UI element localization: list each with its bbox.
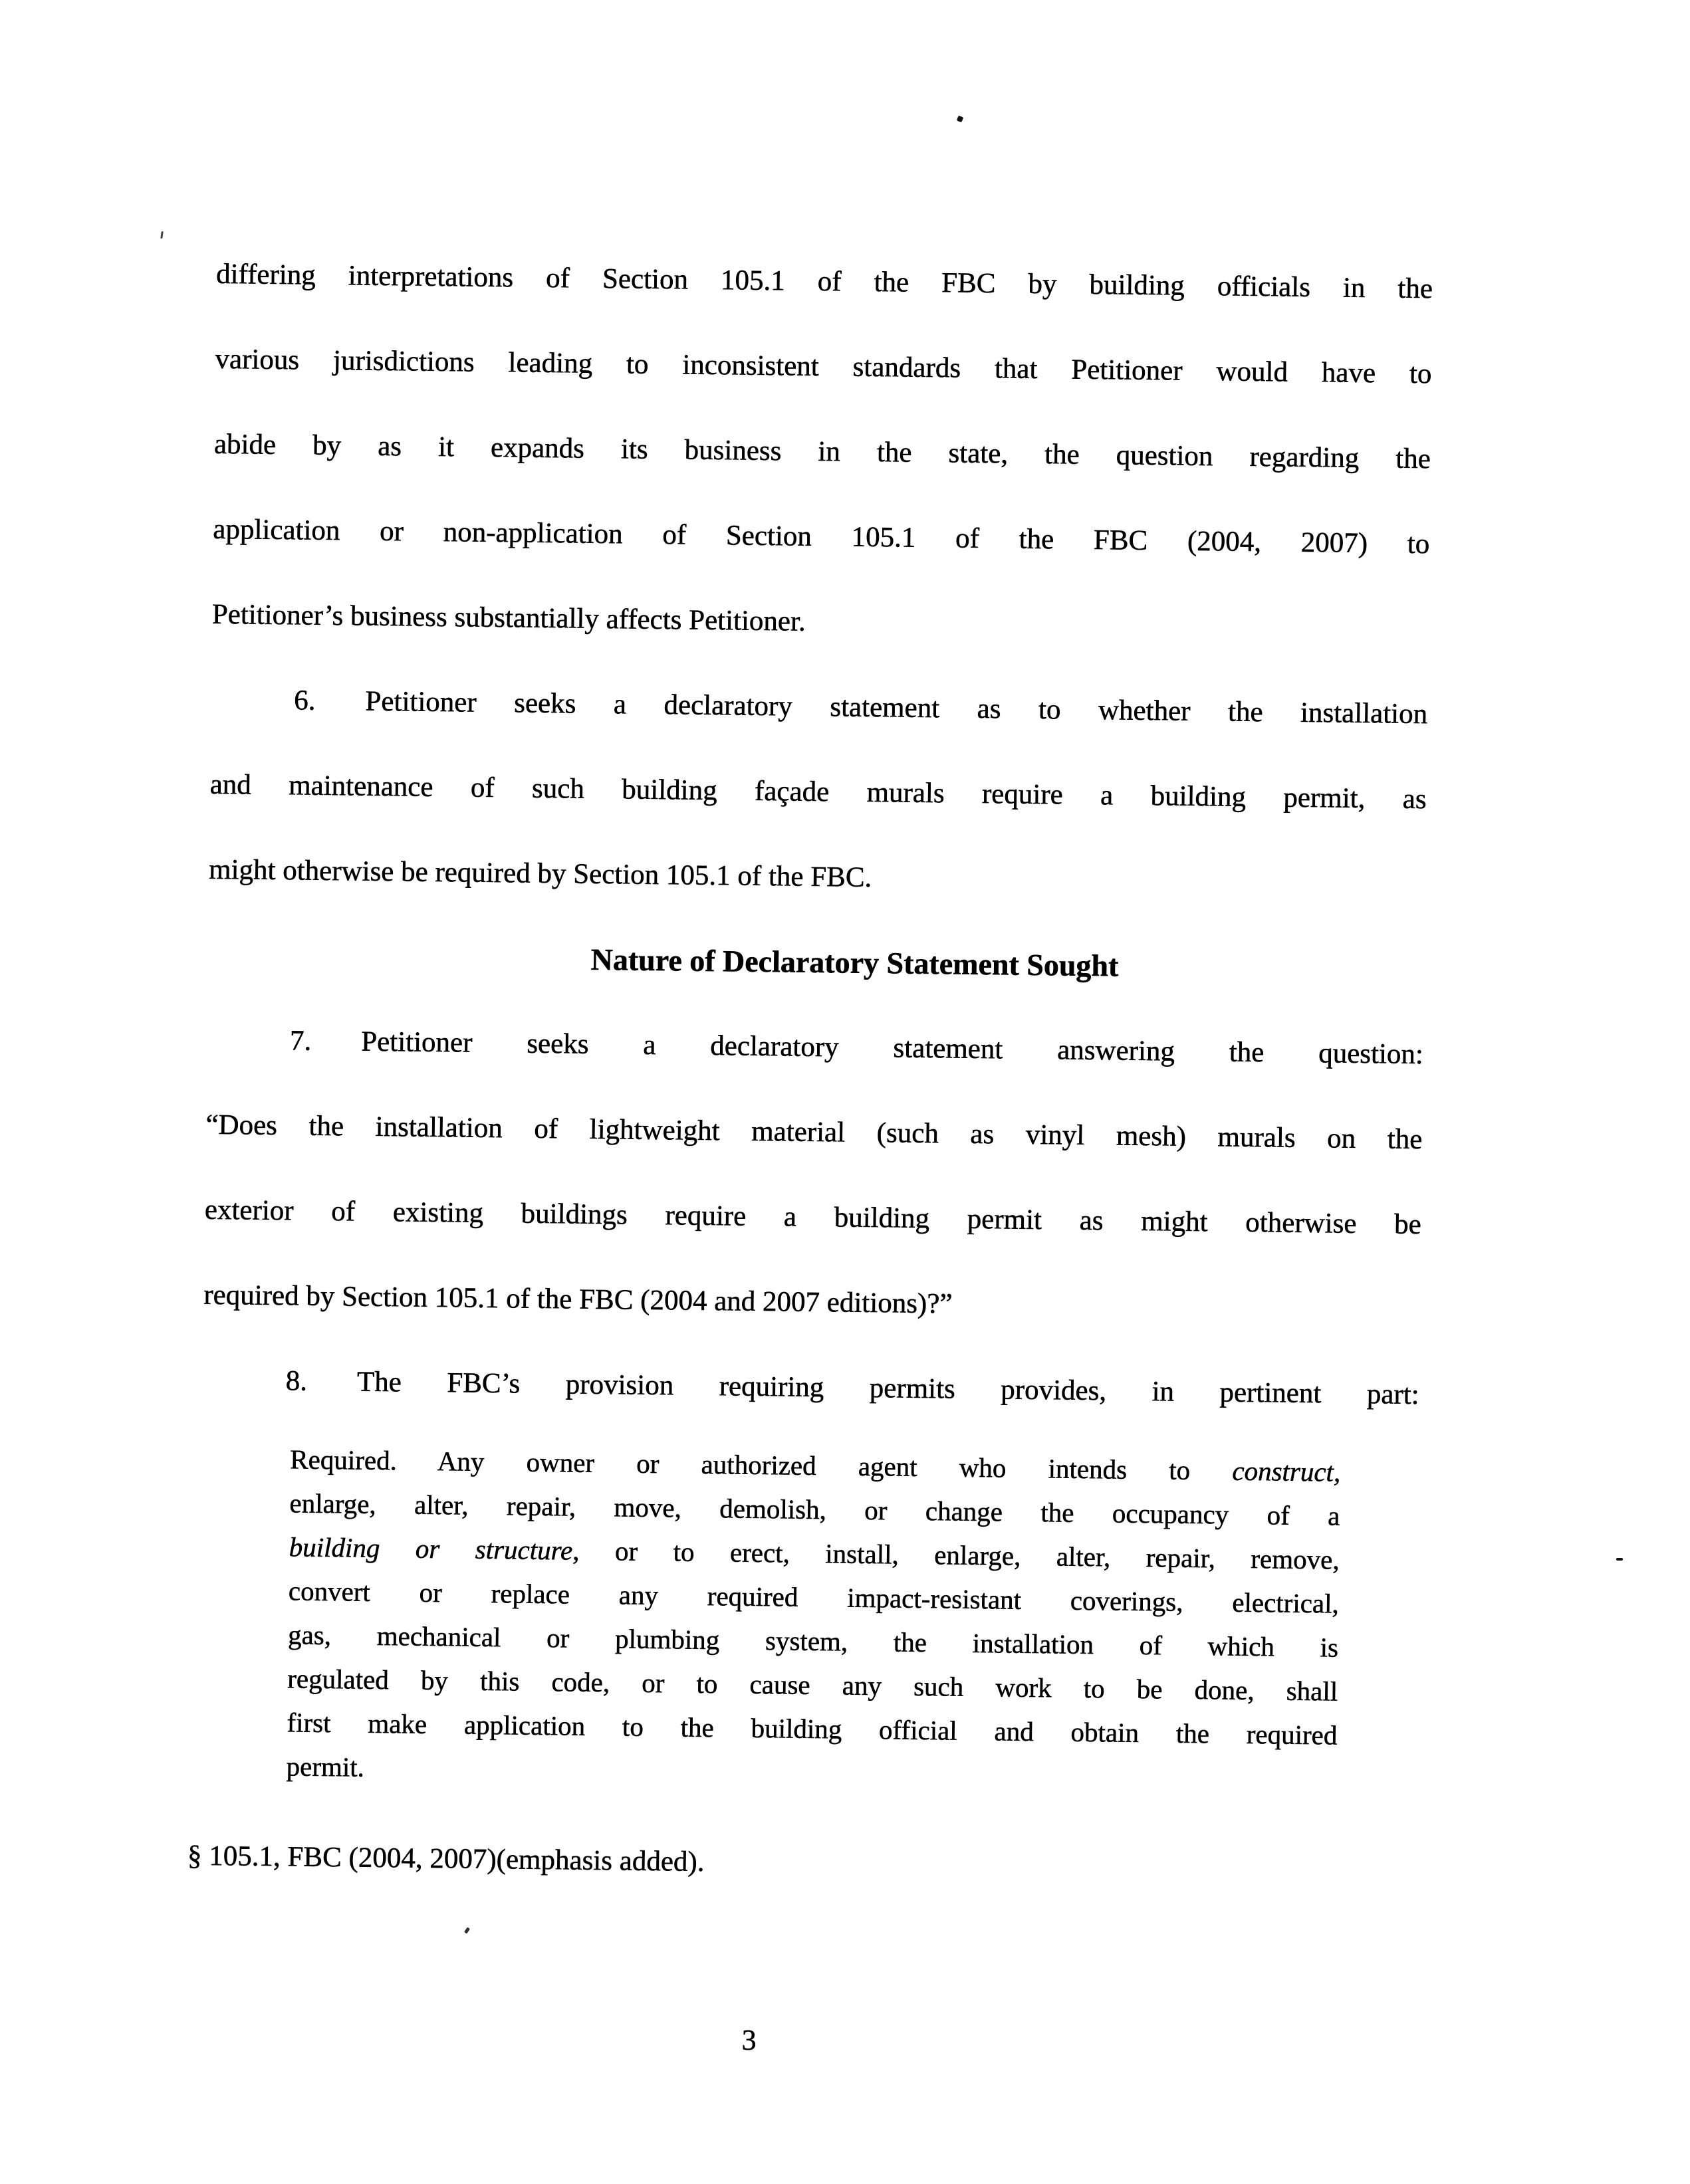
text-line: differing interpretations of Section 105.1 of the FBC by building officials in the [215,258,1433,305]
italic-text-segment: construct, [1232,1455,1341,1487]
text-line: might otherwise be required by Section 105.1 of the FBC. [208,853,872,894]
text-segment: The FBC’s provision requiring permits provides, in pertinent part: [356,1366,1419,1411]
block-quote-line: permit. [286,1751,365,1783]
scan-speck [1616,1558,1623,1561]
text-line: Petitioner’s business substantially affects Petitioner. [211,598,806,637]
text-line: required by Section 105.1 of the FBC (2004 and 2007 editions)?” [203,1279,953,1320]
text-segment: Required. Any owner or authorized agent who intends to [290,1444,1191,1485]
italic-text-segment: building or structure [289,1531,573,1566]
paragraph-number: 7. [289,1025,312,1057]
block-quote-line: regulated by this code, or to cause any such work to be done, shall [287,1663,1338,1707]
text-line [211,657,1428,757]
text-line: various jurisdictions leading to inconsistent standards that Petitioner would have to [215,343,1432,390]
block-quote-line: gas, mechanical or plumbing system, the installation of which is [287,1619,1339,1663]
text-line: application or non-application of Section 105.1 of the FBC (2004, 2007) to [213,513,1430,560]
text-segment: Petitioner seeks a declaratory statement answering the question: [361,1026,1424,1071]
text-segment: , or to erect, install, enlarge, alter, repair, remove, [572,1535,1340,1575]
paragraph-7 [203,998,1424,1353]
paragraph-6 [208,657,1428,927]
text-line: and maintenance of such building façade murals require a building permit, as [209,768,1427,816]
paragraph-number: 6. [294,685,316,716]
text-line [202,1338,1419,1438]
scanned-text-block [187,0,1436,2091]
paragraph-number: 8. [285,1365,308,1397]
text-line: abide by as it expands its business in the state, the question regarding the [213,428,1431,475]
block-quote-line: first make application to the building official and obtain the required [287,1707,1338,1751]
tab-space [311,1050,361,1051]
text-line: exterior of existing buildings require a building permit as might otherwise be [204,1194,1422,1241]
page-number: 3 [741,2023,757,2057]
block-quote-line: convert or replace any required impact-resistant coverings, electrical, [288,1575,1340,1619]
scan-speck [160,231,164,239]
paragraph-8 [202,1338,1419,1438]
section-heading: Nature of Declaratory Statement Sought [590,942,1119,983]
text-line [206,998,1423,1097]
tab-space [307,1390,357,1391]
block-quote [286,1437,1340,1801]
citation-line: § 105.1, FBC (2004, 2007)(emphasis added). [187,1840,705,1878]
text-segment: Petitioner seeks a declaratory statement as to whether the installation [365,685,1428,730]
paragraph-continuation [211,232,1433,672]
text-line: “Does the installation of lightweight material (such as vinyl mesh) murals on the [205,1109,1423,1156]
block-quote-line: enlarge, alter, repair, move, demolish, or change the occupancy of a [289,1487,1340,1531]
